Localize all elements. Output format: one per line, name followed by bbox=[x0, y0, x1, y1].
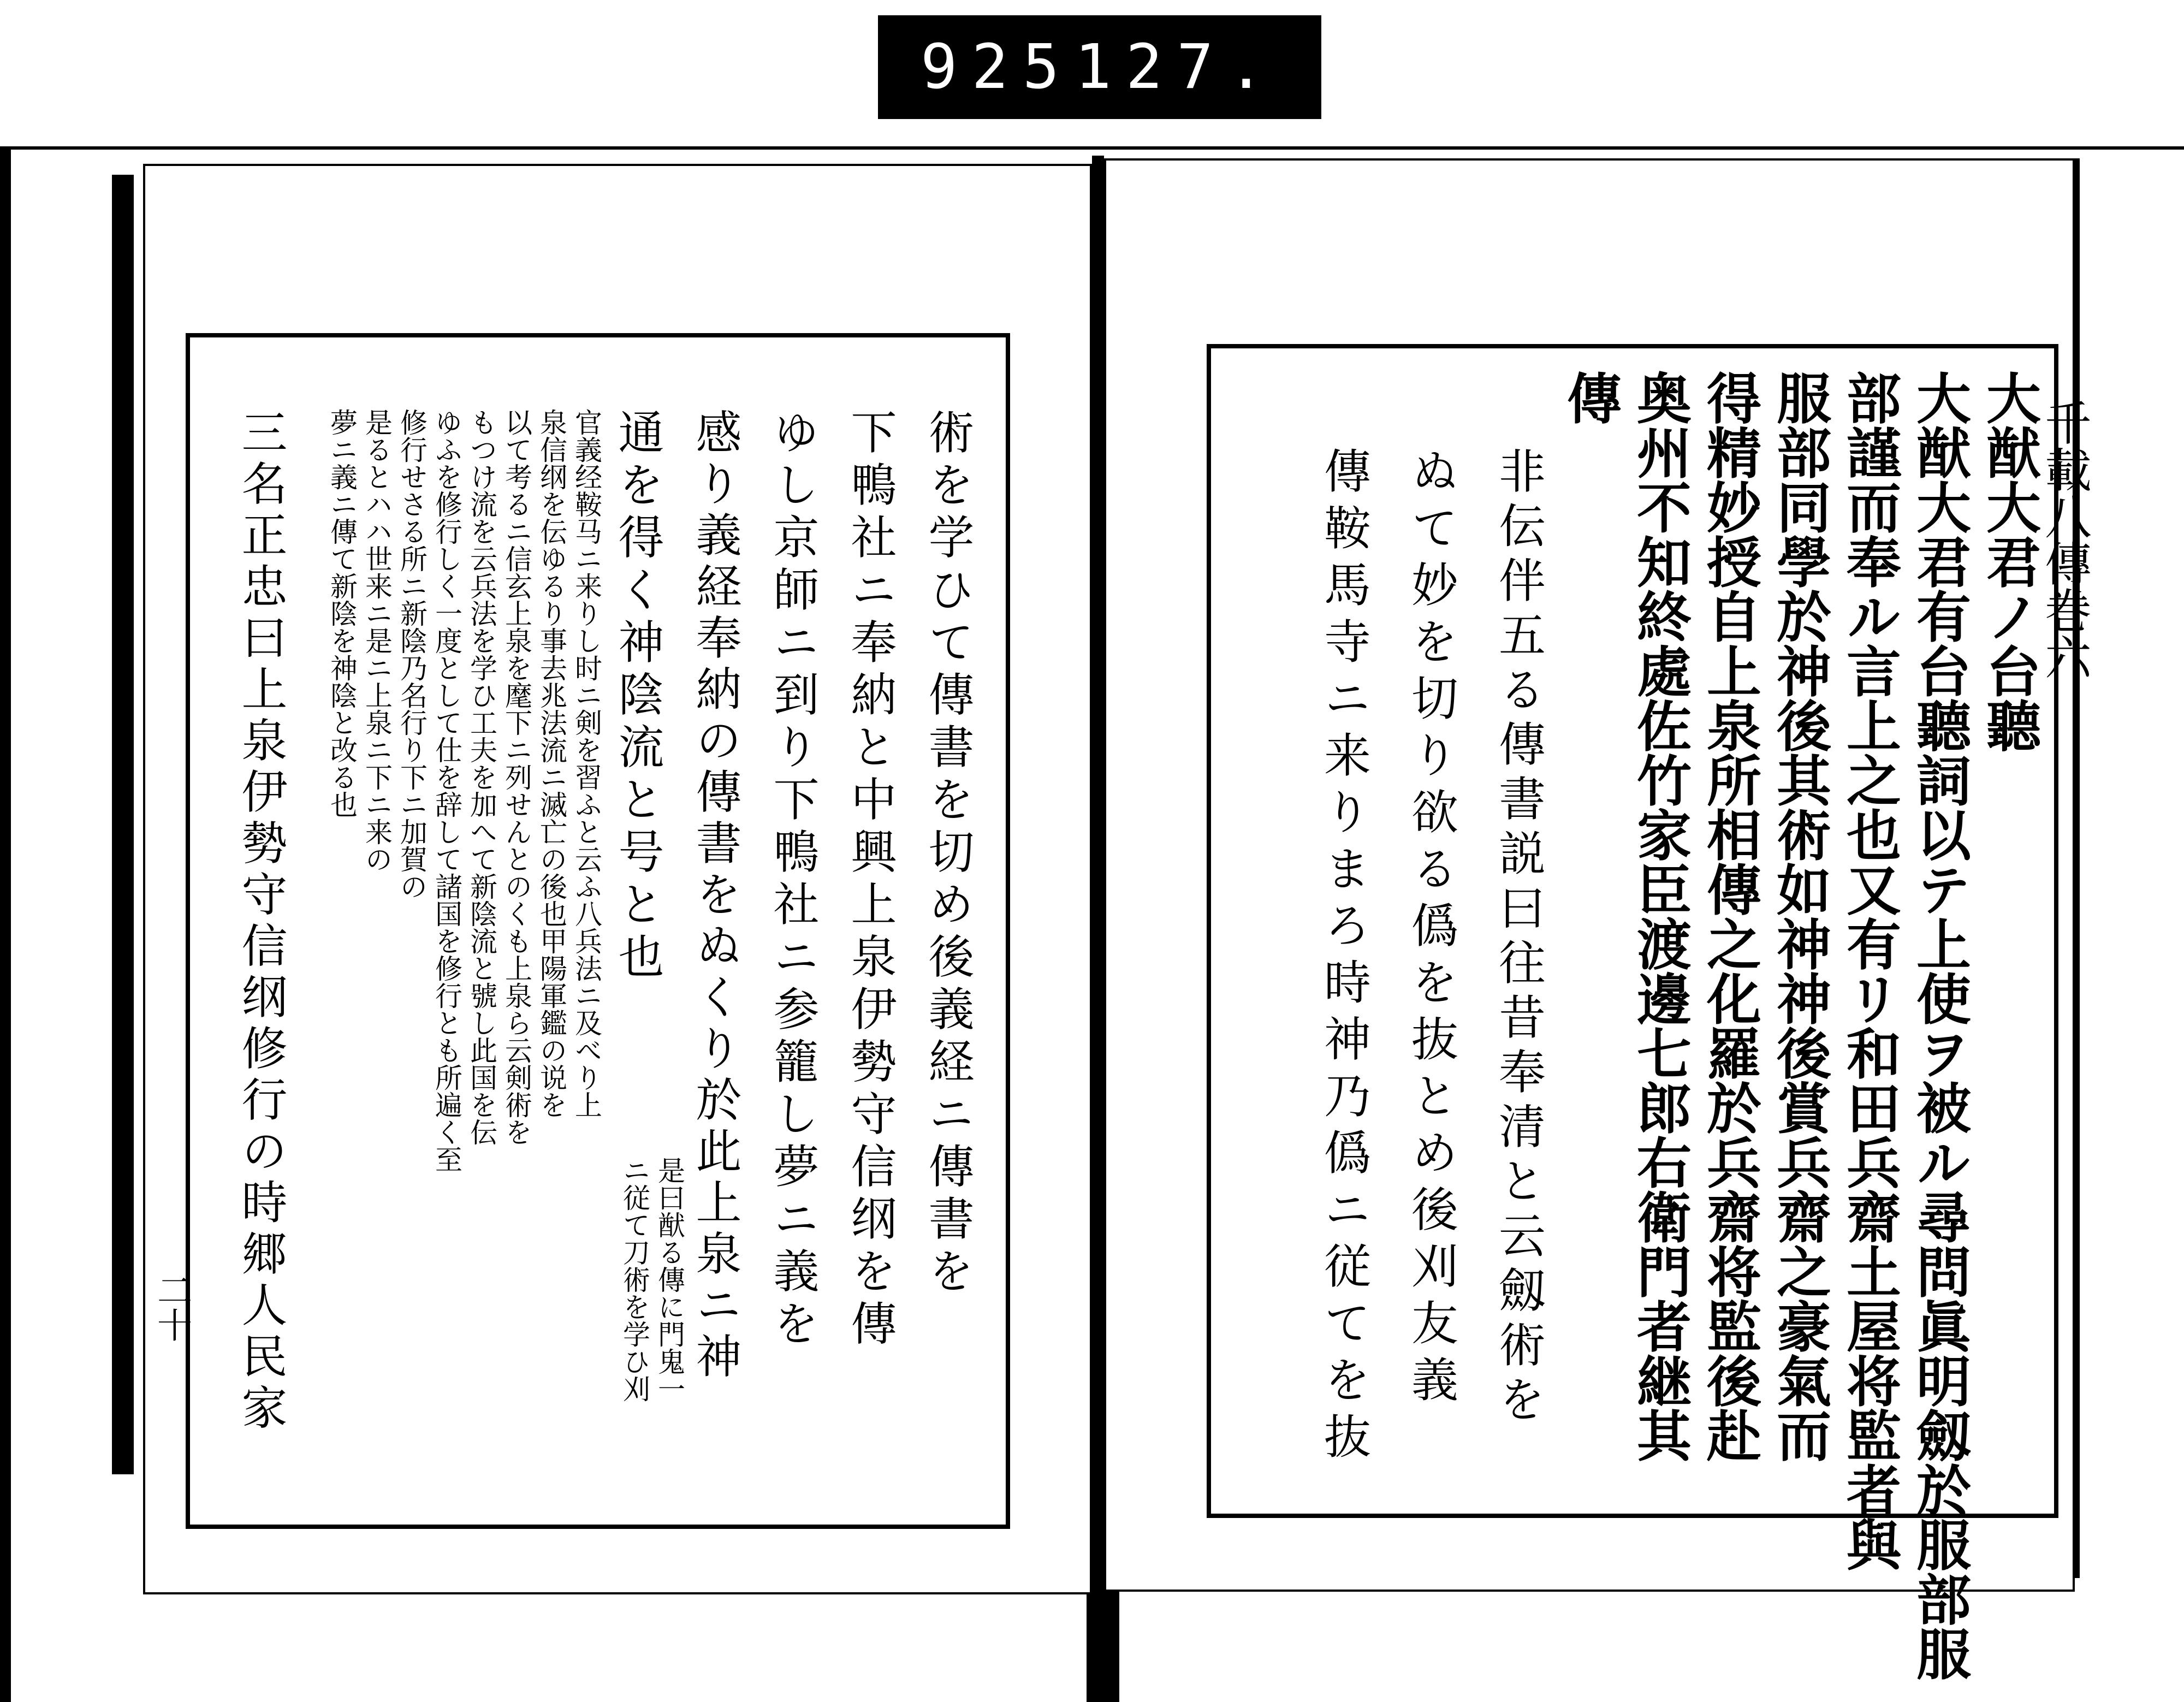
right-text-column: 奥州不知終處佐竹家臣渡邊七郎右衛門者継其 bbox=[1628, 370, 1692, 1462]
right-text-column: 得精妙授自上泉所相傳之化羅於兵齋将監後赴 bbox=[1698, 370, 1762, 1462]
left-text-column: 術を学ひて傳書を切め後義経ニ傳書を bbox=[921, 408, 975, 1300]
annotation-column: 修行せさる所ニ新陰乃名行り下ニ加賀の bbox=[396, 408, 428, 900]
left-text-column: 下鴨社ニ奉納と中興上泉伊勢守信纲を傳 bbox=[844, 408, 897, 1352]
cursive-column: 非伝伴五る傳書説曰往昔奉清と云劔術を bbox=[1491, 447, 1545, 1430]
left-text-column: 三名正忠曰上泉伊勢守信纲修行の時郷人民家 bbox=[234, 408, 288, 1435]
label-right-number: 127. bbox=[1075, 32, 1279, 103]
headnote-column: ニ従て刀術を学ひ刈 bbox=[619, 1157, 650, 1402]
gutter-line bbox=[1092, 156, 1104, 1702]
annotation-column: もつけ流を云兵法を学ひ工夫を加へて新陰流と號し此国を伝 bbox=[466, 408, 497, 1146]
left-text-column: 通を得く神陰流と号と也 bbox=[611, 408, 664, 985]
call-number-label bbox=[878, 15, 1321, 119]
left-binding-edge bbox=[0, 147, 11, 1702]
left-text-column: ゆし京師ニ到り下鴨社ニ参籠し夢ニ義を bbox=[766, 408, 820, 1352]
left-text-frame bbox=[186, 333, 1010, 1529]
right-text-column: 傳 bbox=[1558, 370, 1622, 425]
right-text-column: 大猷大君ノ台聽 bbox=[1977, 370, 2041, 752]
annotation-column: 泉信纲を伝ゆるり事去兆法流ニ滅亡の後也甲陽軍鑑の说を bbox=[536, 408, 567, 1118]
right-text-column: 部謹而奉ル言上之也又有リ和田兵齋土屋将監者與 bbox=[1837, 370, 1902, 1571]
left-text-column: 感り義経奉納の傳書をぬくり於此上泉ニ神 bbox=[689, 408, 742, 1384]
annotation-column: 以て考るニ信玄上泉を麾下ニ列せんとのくも上泉ら云剣術を bbox=[501, 408, 532, 1146]
headnote-column: 是曰猷る傳に門鬼一 bbox=[654, 1157, 685, 1402]
annotation-column: 官義经鞍马ニ来りし时ニ剣を習ふと云ふ八兵法ニ及べり上 bbox=[571, 408, 602, 1118]
annotation-column: 是るとハハ世来ニ是ニ上泉ニ下ニ来の bbox=[361, 408, 393, 873]
annotation-column: ゆふを修行しく一度として仕を辞して諸国を修行とも所遍く至 bbox=[431, 408, 462, 1173]
right-margin-title-text: 千載八傳巻六 bbox=[2037, 399, 2091, 680]
label-left-number: 925 bbox=[921, 32, 1074, 103]
left-folio-text: 二十 bbox=[151, 1272, 192, 1342]
right-text-column: 大猷大君有台聽詞以テ上使ヲ被ル尋問眞明劔於服部服 bbox=[1907, 370, 1972, 1681]
annotation-column: 夢ニ義ニ傳て新陰を神陰と改る也 bbox=[326, 408, 358, 818]
cursive-column: ぬて妙を切り欲る僞を抜とめ後刈友義 bbox=[1403, 447, 1458, 1412]
top-rule bbox=[0, 146, 2184, 150]
left-spine-shadow bbox=[112, 175, 134, 1474]
right-text-column: 服部同學於神後其術如神神後賞兵齋之豪氣而 bbox=[1767, 370, 1832, 1462]
left-margin-title-text: 千載八傳巻六 bbox=[147, 415, 202, 697]
cursive-column: 傳鞍馬寺ニ来りまろ時神乃僞ニ従てを抜 bbox=[1316, 447, 1370, 1469]
gutter-foot bbox=[1087, 1592, 1119, 1702]
right-text-frame bbox=[1207, 344, 2058, 1681]
